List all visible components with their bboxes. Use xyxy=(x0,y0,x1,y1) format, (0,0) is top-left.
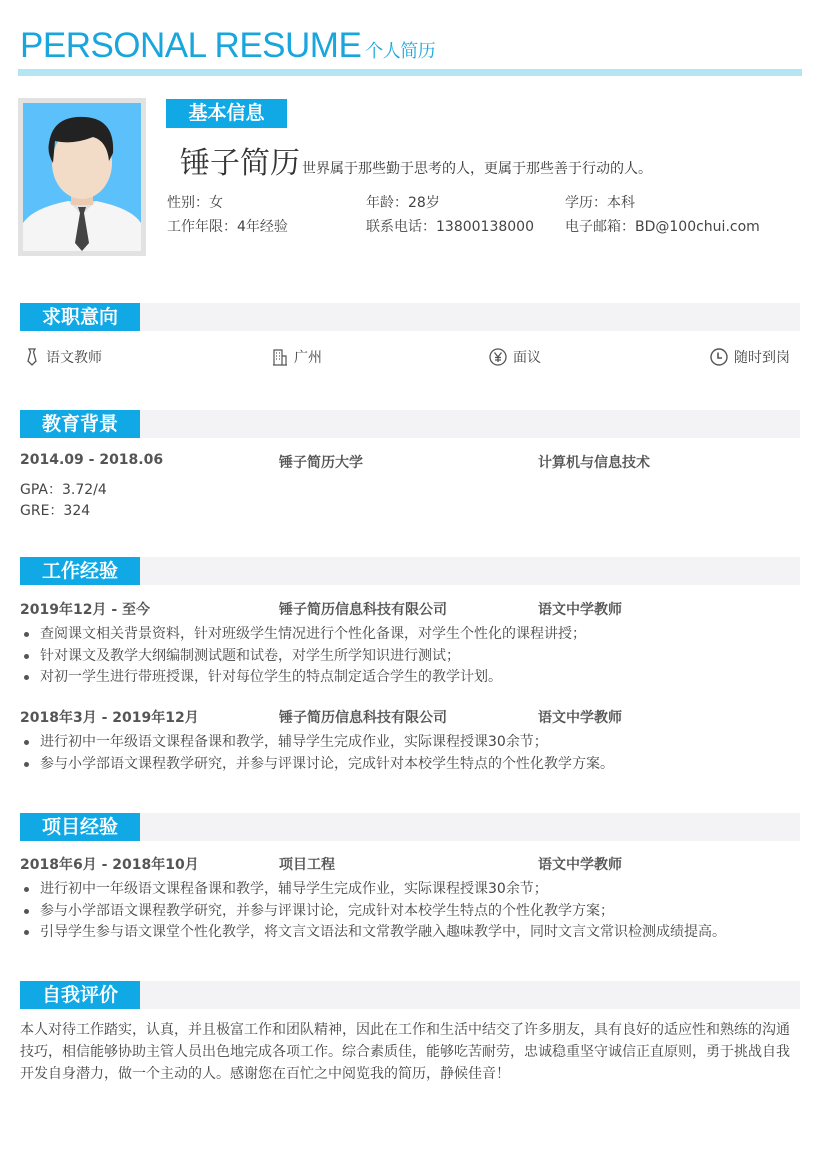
clock-icon xyxy=(710,348,728,366)
list-item: 引导学生参与语文课堂个性化教学，将文言文语法和文常教学融入趣味教学中，同时文言文常识检测成绩提高。 xyxy=(20,922,800,944)
intent-city: 广州 xyxy=(272,347,322,367)
field-gender: 性别：女 xyxy=(167,195,223,211)
edu-major: 计算机与信息技术 xyxy=(538,455,650,471)
motto: 世界属于那些勤于思考的人，更属于那些善于行动的人。 xyxy=(302,161,652,177)
intent-salary: 面议 xyxy=(489,347,541,367)
section-project xyxy=(20,813,800,841)
section-title: 工作经验 xyxy=(20,557,140,585)
title-divider xyxy=(18,69,802,76)
job-bullets xyxy=(20,732,800,775)
section-title: 自我评价 xyxy=(20,981,140,1009)
edu-gre: GRE：324 xyxy=(20,503,91,519)
building-icon xyxy=(272,348,288,366)
intent-position: 语文教师 xyxy=(24,347,102,367)
candidate-name: 锤子简历 世界属于那些勤于思考的人，更属于那些善于行动的人。 xyxy=(180,146,652,181)
self-evaluation-text: 本人对待工作踏实，认真，并且极富工作和团队精神，因此在工作和生活中结交了许多朋友，具有良好的适应性和熟练的沟通技巧，相信能够协助主管人员出色地完成各项工作。综合素质佳，能够吃苦耐劳，忠诚稳重坚守诚信正直原则，勇于挑战自我开发自身潜力，做一个主动的人。感谢您在百忙之中阅览我的简历，静候佳音！ xyxy=(20,1022,790,1082)
page-title: PERSONAL RESUME 个人简历 xyxy=(20,26,436,65)
list-item: 进行初中一年级语文课程备课和教学，辅导学生完成作业，实际课程授课30余节； xyxy=(20,879,800,901)
intent-availability: 随时到岗 xyxy=(710,347,790,367)
field-degree: 学历：本科 xyxy=(565,195,635,211)
tie-icon xyxy=(24,348,40,366)
edu-gpa: GPA：3.72/4 xyxy=(20,482,107,498)
page-subtitle: 个人简历 xyxy=(365,41,436,62)
list-item: 查阅课文相关背景资料，针对班级学生情况进行个性化备课，对学生个性化的课程讲授； xyxy=(20,624,800,646)
section-title: 教育背景 xyxy=(20,410,140,438)
section-intent xyxy=(20,303,800,331)
edu-school: 锤子简历大学 xyxy=(279,455,363,471)
avatar-illustration xyxy=(23,103,141,251)
list-item: 参与小学部语文课程教学研究，并参与评课讨论，完成针对本校学生特点的个性化教学方案。 xyxy=(20,754,800,776)
list-item: 针对课文及教学大纲编制测试题和试卷，对学生所学知识进行测试； xyxy=(20,646,800,668)
edu-date: 2014.09 - 2018.06 xyxy=(20,452,164,468)
section-work xyxy=(20,557,800,585)
job-bullets xyxy=(20,624,800,689)
list-item: 参与小学部语文课程教学研究，并参与评课讨论，完成针对本校学生特点的个性化教学方案； xyxy=(20,901,800,923)
basic-info-tag: 基本信息 xyxy=(166,99,287,128)
field-age: 年龄：28岁 xyxy=(366,195,440,211)
yen-icon xyxy=(489,348,507,366)
section-self-evaluation xyxy=(20,981,800,1009)
avatar xyxy=(18,98,146,256)
field-email: 电子邮箱：BD@100chui.com xyxy=(565,219,760,235)
section-education xyxy=(20,410,800,438)
list-item: 对初一学生进行带班授课，针对每位学生的特点制定适合学生的教学计划。 xyxy=(20,667,800,689)
section-title: 项目经验 xyxy=(20,813,140,841)
project-bullets xyxy=(20,879,800,944)
list-item: 进行初中一年级语文课程备课和教学，辅导学生完成作业，实际课程授课30余节； xyxy=(20,732,800,754)
section-title: 求职意向 xyxy=(20,303,140,331)
field-phone: 联系电话：13800138000 xyxy=(366,219,534,235)
field-experience: 工作年限：4年经验 xyxy=(167,219,288,235)
